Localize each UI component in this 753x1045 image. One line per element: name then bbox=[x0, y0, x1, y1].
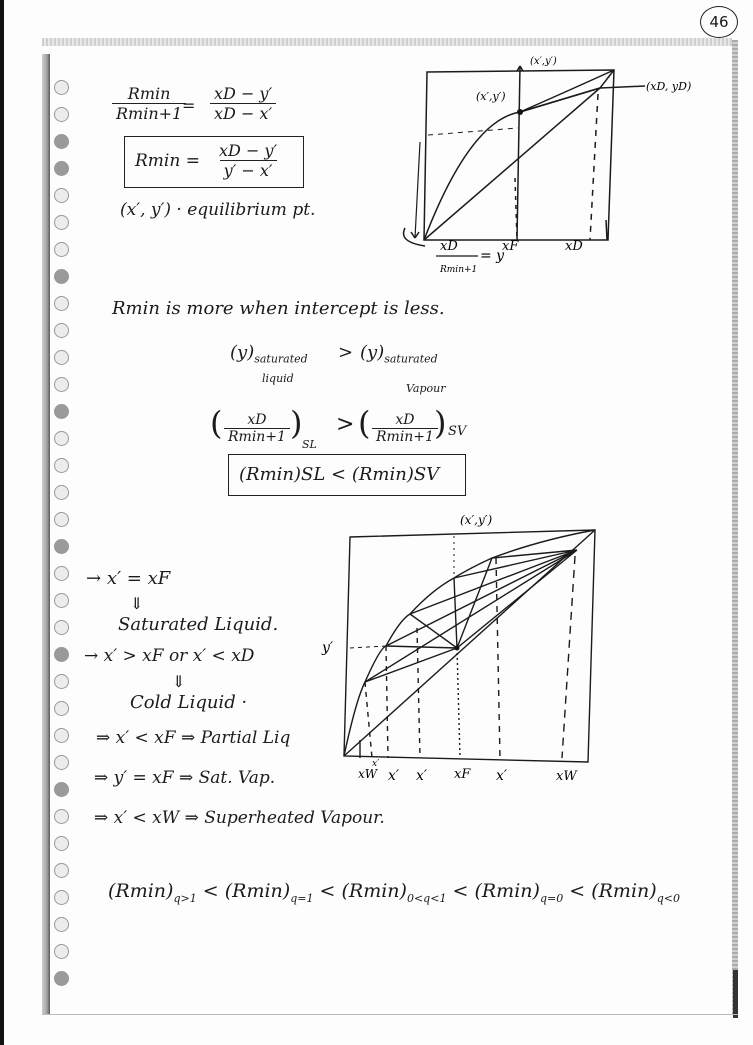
fraction-denominator: Rmin+1 bbox=[224, 428, 290, 445]
diagram2-top-label: (x′,y′) bbox=[460, 513, 493, 527]
diagram1-x-label: xF bbox=[502, 239, 519, 254]
case-text: x′ < xW ⇒ Superheated Vapour. bbox=[113, 808, 385, 828]
right-margin-line bbox=[732, 40, 738, 1015]
binding-hole bbox=[54, 296, 69, 311]
binding-hole bbox=[54, 458, 69, 473]
open-paren: ( bbox=[210, 404, 223, 442]
rmin-term: (Rmin) bbox=[341, 880, 407, 902]
fraction-denominator: y′ − x′ bbox=[220, 160, 277, 180]
binding-hole bbox=[54, 593, 69, 608]
diagram2-x-label: xW bbox=[358, 767, 378, 781]
binding-hole bbox=[54, 728, 69, 743]
rmin-intercept-statement: Rmin is more when intercept is less. bbox=[112, 298, 445, 319]
q-subscript: 0<q<1 bbox=[406, 891, 447, 905]
fraction-numerator: xD bbox=[247, 412, 267, 428]
binding-hole bbox=[54, 215, 69, 230]
right-edge-mark bbox=[733, 970, 738, 1018]
binding-hole bbox=[54, 377, 69, 392]
boxed-fraction bbox=[215, 141, 281, 180]
binding-strip bbox=[42, 54, 50, 1014]
diagram1-intercept-label: = y bbox=[480, 248, 505, 264]
vapour-label: Vapour bbox=[406, 382, 446, 395]
arrow-icon: → bbox=[84, 646, 99, 666]
q-subscript: q<0 bbox=[656, 891, 680, 905]
less-than: < bbox=[569, 880, 586, 902]
binding-hole bbox=[54, 566, 69, 581]
rmin-q-inequality bbox=[108, 880, 680, 905]
equilibrium-point-note: (x′, y′) · equilibrium pt. bbox=[120, 200, 316, 220]
case-item bbox=[94, 808, 385, 828]
case-text: x′ > xF or x′ < xD bbox=[103, 646, 255, 666]
binding-hole bbox=[54, 242, 69, 257]
q-subscript: q>1 bbox=[173, 891, 197, 905]
case-text: y′ = xF ⇒ Sat. Vap. bbox=[113, 768, 276, 788]
implies-icon: ⇒ bbox=[94, 768, 109, 788]
implies-icon: ⇒ bbox=[94, 808, 109, 828]
binding-hole bbox=[54, 971, 69, 986]
binding-hole bbox=[54, 890, 69, 905]
subscript: saturated bbox=[254, 352, 308, 366]
binding-hole bbox=[54, 647, 69, 662]
binding-hole bbox=[54, 836, 69, 851]
binding-hole bbox=[54, 917, 69, 932]
case-item bbox=[94, 768, 275, 788]
binding-hole bbox=[54, 539, 69, 554]
rmin-rhs-fraction bbox=[210, 84, 276, 123]
open-paren: ( bbox=[358, 404, 371, 442]
rmin-term: (Rmin) bbox=[108, 880, 174, 902]
binding-hole bbox=[54, 944, 69, 959]
q-subscript: q=1 bbox=[290, 891, 314, 905]
binding-hole bbox=[54, 350, 69, 365]
diagram1-x-label: xD bbox=[440, 239, 458, 254]
intercept-fraction-sv bbox=[372, 412, 438, 445]
boxed-result: (Rmin)SL < (Rmin)SV bbox=[239, 464, 440, 485]
subscript: saturated bbox=[384, 352, 438, 366]
case-text: Saturated Liquid. bbox=[118, 614, 279, 635]
binding-hole bbox=[54, 782, 69, 797]
fraction-denominator: xD − x′ bbox=[210, 103, 276, 123]
binding-hole bbox=[54, 512, 69, 527]
arrow-icon: → bbox=[86, 568, 102, 589]
binding-hole bbox=[54, 809, 69, 824]
diagram1-point-label: (x′,y′) bbox=[476, 90, 506, 103]
implies-icon: ⇒ bbox=[96, 728, 111, 748]
down-arrow-icon: ⇓ bbox=[130, 594, 144, 613]
rmin-term: (Rmin) bbox=[224, 880, 291, 902]
diagram2-x-label: x′ bbox=[372, 759, 380, 769]
y-saturated-vapour bbox=[360, 342, 438, 366]
y-saturated-liquid bbox=[230, 342, 308, 366]
diagram2-x-label: x′ bbox=[496, 768, 508, 784]
binding-hole bbox=[54, 674, 69, 689]
rmin-ratio-fraction bbox=[112, 84, 186, 123]
binding-hole bbox=[54, 431, 69, 446]
close-paren: ) bbox=[434, 404, 447, 442]
boxed-rmin-formula bbox=[124, 136, 304, 188]
equals-sign: = bbox=[182, 96, 196, 115]
greater-than: > bbox=[338, 342, 354, 363]
page-number-text: 46 bbox=[709, 13, 729, 31]
y-term: (y) bbox=[230, 342, 255, 363]
diagram2-x-label: xF bbox=[454, 767, 471, 782]
diagram1-top-label: (x′,y′) bbox=[530, 56, 557, 67]
fraction-numerator: xD bbox=[395, 412, 415, 428]
fraction-numerator: xD − y′ bbox=[219, 141, 278, 160]
binding-hole bbox=[54, 188, 69, 203]
case-item bbox=[86, 568, 170, 589]
intercept-fraction-sl bbox=[224, 412, 290, 445]
sv-subscript: SV bbox=[448, 424, 467, 439]
binding-hole bbox=[54, 323, 69, 338]
binding-hole bbox=[54, 863, 69, 878]
less-than: < bbox=[319, 880, 336, 902]
top-margin-line bbox=[42, 38, 732, 46]
case-text: x′ < xF ⇒ Partial Liq bbox=[115, 728, 291, 748]
case-item bbox=[96, 728, 290, 748]
mccabe-thiele-diagram-2 bbox=[320, 500, 620, 800]
diagram2-x-label: x′ bbox=[388, 768, 400, 784]
case-item bbox=[84, 646, 254, 666]
greater-than: > bbox=[336, 412, 355, 437]
diagram1-end-label: (xD, yD) bbox=[646, 80, 692, 93]
diagram1-x-label: xD bbox=[565, 239, 583, 254]
fraction-numerator: xD − y′ bbox=[214, 84, 273, 103]
rmin-term: (Rmin) bbox=[591, 880, 657, 902]
boxed-rmin-comparison bbox=[228, 454, 466, 496]
binding-hole bbox=[54, 755, 69, 770]
binding-hole bbox=[54, 80, 69, 95]
scan-edge bbox=[0, 0, 4, 1045]
binding-hole bbox=[54, 485, 69, 500]
rmin-term: (Rmin) bbox=[474, 880, 540, 902]
fraction-denominator: Rmin+1 bbox=[112, 103, 186, 123]
binding-hole bbox=[54, 269, 69, 284]
fraction-denominator: Rmin+1 bbox=[372, 428, 438, 445]
binding-hole bbox=[54, 134, 69, 149]
binding-holes bbox=[54, 80, 70, 998]
binding-hole bbox=[54, 161, 69, 176]
mccabe-thiele-diagram-1 bbox=[400, 50, 730, 280]
q-subscript: q=0 bbox=[539, 891, 564, 905]
diagram1-intercept-den: Rmin+1 bbox=[440, 265, 478, 275]
liquid-label: liquid bbox=[262, 372, 294, 385]
close-paren: ) bbox=[290, 404, 303, 442]
boxed-lhs: Rmin = bbox=[135, 151, 200, 171]
sl-subscript: SL bbox=[302, 438, 317, 451]
less-than: < bbox=[202, 880, 219, 902]
case-text: x′ = xF bbox=[106, 568, 171, 589]
binding-hole bbox=[54, 404, 69, 419]
y-term: (y) bbox=[360, 342, 385, 363]
binding-hole bbox=[54, 701, 69, 716]
bottom-margin-line bbox=[42, 1014, 738, 1015]
case-text: Cold Liquid · bbox=[130, 692, 248, 713]
diagram2-x-label: x′ bbox=[416, 768, 428, 784]
binding-hole bbox=[54, 107, 69, 122]
less-than: < bbox=[452, 880, 469, 902]
diagram2-x-label: xW bbox=[556, 769, 577, 784]
binding-hole bbox=[54, 620, 69, 635]
page-number bbox=[700, 6, 738, 38]
down-arrow-icon: ⇓ bbox=[172, 672, 186, 691]
fraction-numerator: Rmin bbox=[127, 84, 171, 103]
diagram2-y-label: y′ bbox=[322, 640, 334, 656]
